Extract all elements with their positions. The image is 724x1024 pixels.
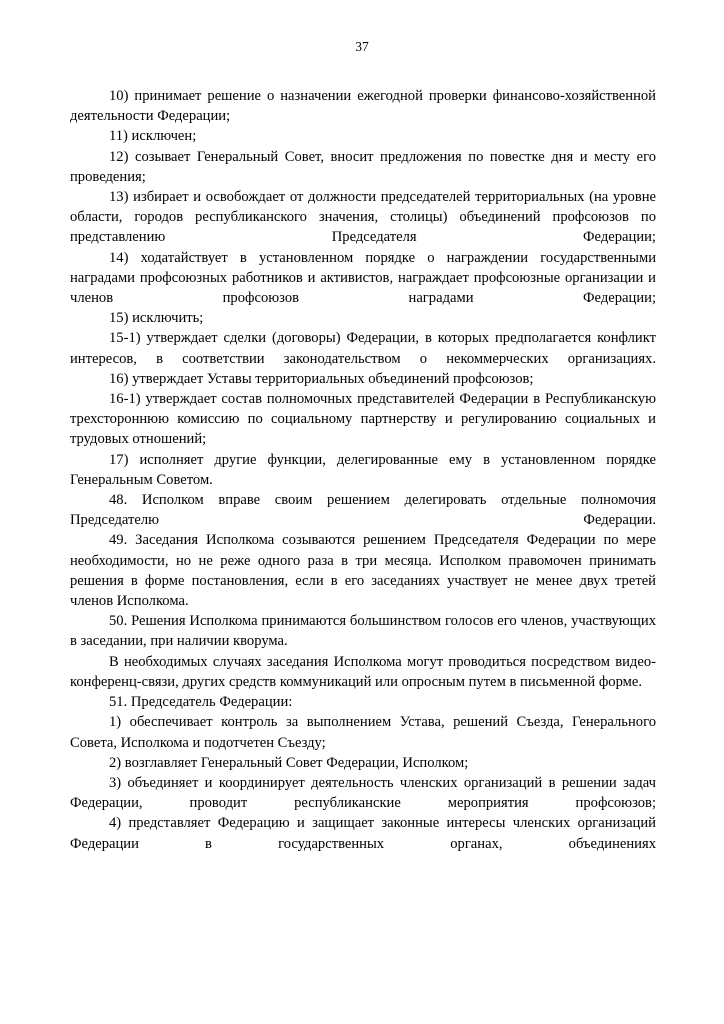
paragraph: В необходимых случаях заседания Исполкома могут проводиться посредством видео-конференц-связи, других средств коммуникаций или опросным путем в письменной форме. [70, 653, 656, 690]
paragraph: 2) возглавляет Генеральный Совет Федерации, Исполком; [109, 754, 469, 771]
paragraph: 1) обеспечивает контроль за выполнением Устава, решений Съезда, Генерального Совета, Исполкома и подотчетен Съезду; [70, 714, 656, 751]
paragraph: 16) утверждает Уставы территориальных объединений профсоюзов; [109, 370, 534, 387]
paragraph: 11) исключен; [109, 128, 197, 145]
paragraph: 51. Председатель Федерации: [109, 694, 293, 711]
page-number: 37 [355, 39, 369, 54]
paragraph: 10) принимает решение о назначении ежегодной проверки финансово-хозяйственной деятельности Федерации; [70, 88, 656, 125]
paragraph: 16-1) утверждает состав полномочных представителей Федерации в Республиканскую трехстороннюю комиссию по социальному партнерству и регулированию социальных и трудовых отношений; [70, 391, 656, 448]
paragraph: 12) созывает Генеральный Совет, вносит предложения по повестке дня и месту его проведения; [70, 148, 656, 185]
paragraph: 50. Решения Исполкома принимаются большинством голосов его членов, участвующих в заседании, при наличии кворума. [70, 613, 656, 650]
paragraph: 3) объединяет и координирует деятельность членских организаций в решении задач Федерации, проводит республиканские мероприятия профсоюзов; [70, 774, 656, 812]
document-body [70, 86, 656, 854]
paragraph: 4) представляет Федерацию и защищает законные интересы членских организаций Федерации в государственных органах, объединениях [70, 815, 656, 852]
paragraph: 14) ходатайствует в установленном порядке о награждении государственными наградами профсоюзных работников и активистов, награждает профсоюзные организации и членов профсоюзов наградами Федерации; [70, 249, 656, 307]
paragraph: 49. Заседания Исполкома созываются решением Председателя Федерации по мере необходимости, но не реже одного раза в три месяца. Исполком правомочен принимать решения в форме постановления, если в его заседаниях участвует не менее двух третей членов Исполкома. [70, 532, 656, 610]
paragraph: 15-1) утверждает сделки (договоры) Федерации, в которых предполагается конфликт интересов, в соответствии законодательством о некоммерческих организациях. [70, 330, 656, 367]
paragraph: 13) избирает и освобождает от должности председателей территориальных (на уровне области, городов республиканского значения, столицы) объединений профсоюзов по представлению Председателя Федерации; [70, 189, 656, 246]
paragraph: 15) исключить; [109, 310, 204, 327]
paragraph: 17) исполняет другие функции, делегированные ему в установленном порядке Генеральным Советом. [70, 451, 656, 488]
paragraph: 48. Исполком вправе своим решением делегировать отдельные полномочия Председателю Федерации. [70, 492, 656, 529]
